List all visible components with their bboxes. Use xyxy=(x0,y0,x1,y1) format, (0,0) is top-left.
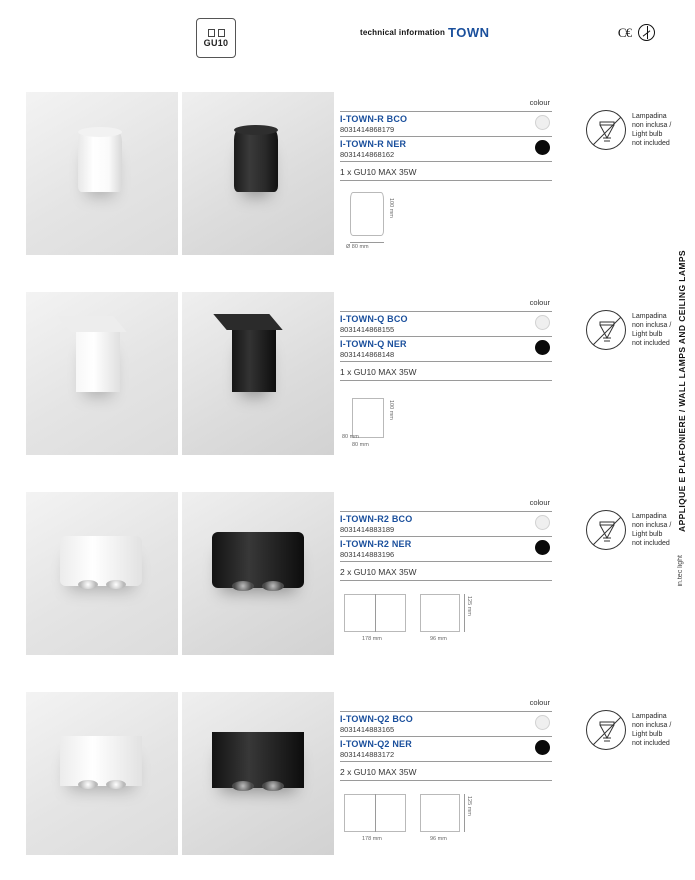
no-bulb-icon xyxy=(586,310,626,350)
colour-swatch-white xyxy=(535,715,550,730)
photo-white-round-ceiling-lamp xyxy=(26,92,178,255)
dimension-depth: 96 mm xyxy=(430,836,447,842)
product-block xyxy=(26,492,672,680)
colour-swatch-black xyxy=(535,740,550,755)
product-photos xyxy=(26,492,334,655)
ce-mark-icon: C€ xyxy=(617,24,631,40)
bulb-not-included-note xyxy=(586,710,695,750)
product-photos xyxy=(26,292,334,455)
dimension-height: 125 mm xyxy=(466,796,472,816)
photo-black-square-ceiling-lamp xyxy=(182,292,334,455)
colour-header-label: colour xyxy=(529,698,550,707)
bulb-not-included-note xyxy=(586,110,695,150)
product-info xyxy=(340,298,552,381)
dimension-drawing xyxy=(340,390,552,452)
variant-ean: 8031414883165 xyxy=(340,725,395,734)
colour-swatch-white xyxy=(535,115,550,130)
dimension-depth: 80 mm xyxy=(342,434,359,440)
colour-swatch-white xyxy=(535,315,550,330)
page-header xyxy=(0,0,695,78)
photo-black-double-square-ceiling-lamp xyxy=(182,692,334,855)
dimension-height: 100 mm xyxy=(388,198,394,218)
product-info xyxy=(340,698,552,781)
note-text: Lampadina non inclusa / Light bulb not included xyxy=(632,113,672,147)
colour-header-label: colour xyxy=(529,498,550,507)
product-info xyxy=(340,98,552,181)
dimension-drawing xyxy=(340,790,552,852)
dimension-height: 100 mm xyxy=(388,400,394,420)
note-text: Lampadina non inclusa / Light bulb not included xyxy=(632,313,672,347)
product-info xyxy=(340,498,552,581)
dimension-diameter: Ø 80 mm xyxy=(346,244,369,250)
dimension-drawing xyxy=(340,590,552,652)
variant-ean: 8031414868162 xyxy=(340,150,395,159)
bulb-not-included-note xyxy=(586,310,695,350)
lamp-spec: 2 x GU10 MAX 35W xyxy=(340,762,552,781)
dimension-width: 178 mm xyxy=(362,836,382,842)
note-text: Lampadina non inclusa / Light bulb not included xyxy=(632,513,672,547)
variant-ean: 8031414883189 xyxy=(340,525,395,534)
product-photos xyxy=(26,692,334,855)
variant-row xyxy=(340,512,552,537)
lamp-spec: 1 x GU10 MAX 35W xyxy=(340,362,552,381)
variant-ean: 8031414868148 xyxy=(340,350,395,359)
variant-row xyxy=(340,337,552,362)
variant-ean: 8031414868179 xyxy=(340,125,395,134)
variant-code: I-TOWN-R NER xyxy=(340,139,407,149)
variant-ean: 8031414883196 xyxy=(340,550,395,559)
variant-row xyxy=(340,312,552,337)
photo-white-double-square-ceiling-lamp xyxy=(26,692,178,855)
dimension-depth: 96 mm xyxy=(430,636,447,642)
dimension-drawing xyxy=(340,190,552,252)
variant-code: I-TOWN-R BCO xyxy=(340,114,408,124)
variant-code: I-TOWN-Q2 BCO xyxy=(340,714,413,724)
no-bulb-icon xyxy=(586,710,626,750)
lamp-spec: 1 x GU10 MAX 35W xyxy=(340,162,552,181)
page-title: TOWN xyxy=(448,25,490,40)
colour-header-row xyxy=(340,698,552,712)
certification-marks xyxy=(618,24,655,41)
variant-code: I-TOWN-R2 BCO xyxy=(340,514,413,524)
no-bulb-icon xyxy=(586,110,626,150)
technical-information-label: technical information xyxy=(360,28,446,37)
brand-side-label: in.tec light xyxy=(677,555,684,587)
dimension-width: 80 mm xyxy=(352,442,369,448)
product-block xyxy=(26,292,672,480)
product-photos xyxy=(26,92,334,255)
photo-white-square-ceiling-lamp xyxy=(26,292,178,455)
colour-swatch-black xyxy=(535,340,550,355)
colour-header-row xyxy=(340,98,552,112)
variant-row xyxy=(340,737,552,762)
variant-code: I-TOWN-Q2 NER xyxy=(340,739,412,749)
bulb-not-included-note xyxy=(586,510,695,550)
lamp-spec: 2 x GU10 MAX 35W xyxy=(340,562,552,581)
product-block xyxy=(26,692,672,880)
variant-row xyxy=(340,712,552,737)
colour-header-label: colour xyxy=(529,298,550,307)
variant-ean: 8031414883172 xyxy=(340,750,395,759)
colour-header-label: colour xyxy=(529,98,550,107)
variant-row xyxy=(340,537,552,562)
gu10-socket-icon xyxy=(196,18,236,58)
no-bulb-icon xyxy=(586,510,626,550)
colour-swatch-black xyxy=(535,540,550,555)
photo-black-round-ceiling-lamp xyxy=(182,92,334,255)
colour-header-row xyxy=(340,498,552,512)
variant-code: I-TOWN-Q BCO xyxy=(340,314,408,324)
dimension-width: 178 mm xyxy=(362,636,382,642)
colour-swatch-white xyxy=(535,515,550,530)
variant-row xyxy=(340,112,552,137)
dimension-height: 125 mm xyxy=(466,596,472,616)
variant-ean: 8031414868155 xyxy=(340,325,395,334)
note-text: Lampadina non inclusa / Light bulb not included xyxy=(632,713,672,747)
colour-swatch-black xyxy=(535,140,550,155)
product-block xyxy=(26,92,672,280)
category-side-label: APPLIQUE E PLAFONIERE / WALL LAMPS AND CEILING LAMPS xyxy=(677,250,687,532)
variant-code: I-TOWN-Q NER xyxy=(340,339,407,349)
variant-code: I-TOWN-R2 NER xyxy=(340,539,412,549)
f-mark-icon xyxy=(638,24,655,41)
variant-row xyxy=(340,137,552,162)
colour-header-row xyxy=(340,298,552,312)
gu10-badge-label: GU10 xyxy=(203,37,229,48)
photo-white-double-round-ceiling-lamp xyxy=(26,492,178,655)
photo-black-double-round-ceiling-lamp xyxy=(182,492,334,655)
